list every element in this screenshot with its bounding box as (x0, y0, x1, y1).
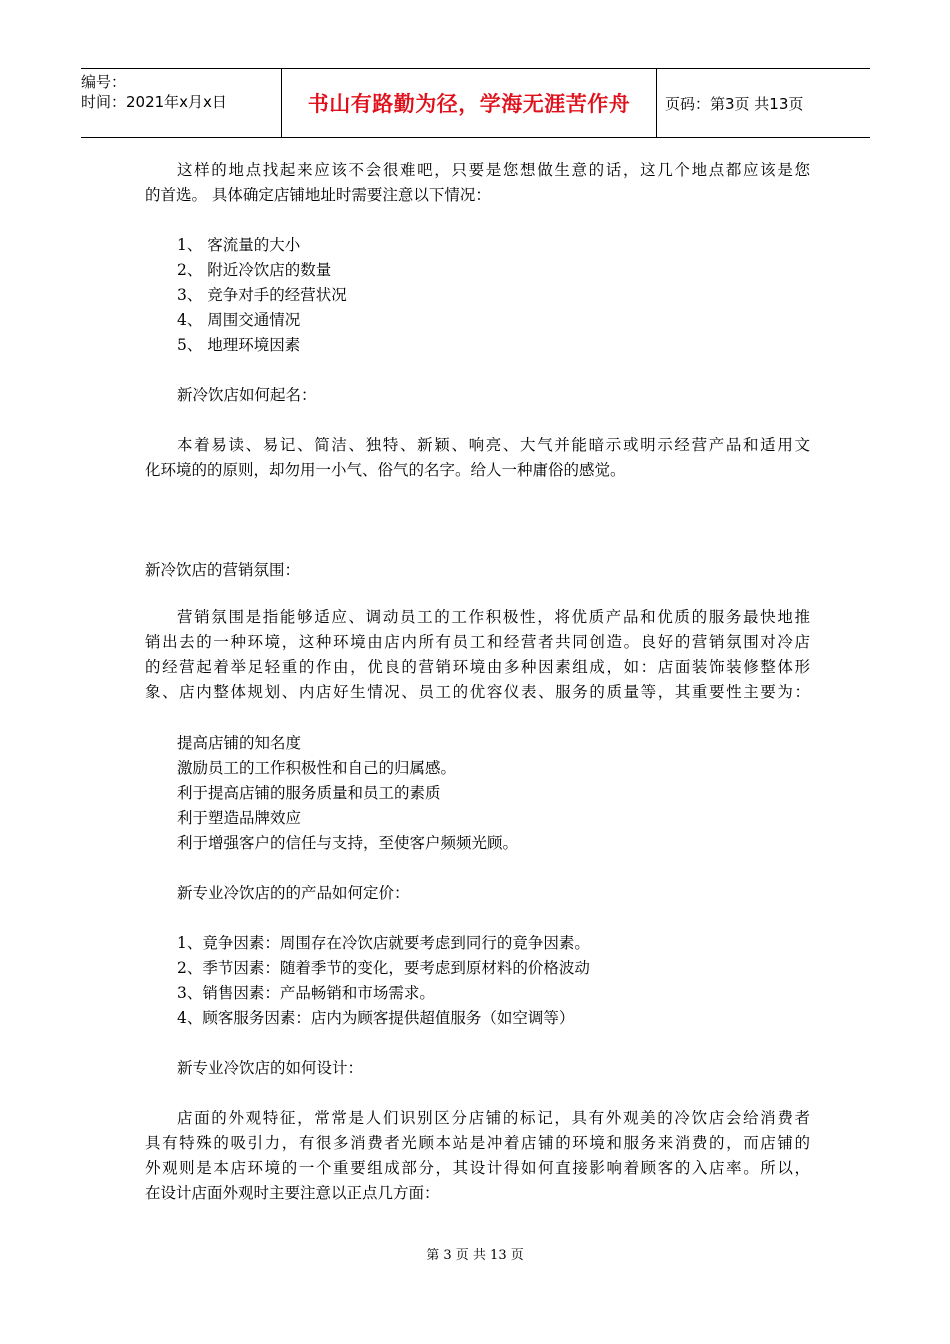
list-item: 4、顾客服务因素：店内为顾客提供超值服务（如空调等） (177, 1009, 575, 1027)
header-page-info (657, 69, 870, 137)
list-item: 4、 周围交通情况 (177, 311, 301, 329)
page-info: 页码：第3页 共13页 (665, 94, 804, 113)
section-heading: 新专业冷饮店的如何设计： (177, 1059, 364, 1077)
list-item: 利于增强客户的信任与支持，至使客户频频光顾。 (177, 834, 519, 852)
paragraph-line: 本着易读、易记、简洁、独特、新颖、响亮、大气并能暗示或明示经营产品和适用文 (177, 436, 810, 454)
number-label: 编号： (81, 73, 127, 91)
list-item: 利于塑造品牌效应 (177, 809, 302, 827)
list-item: 利于提高店铺的服务质量和员工的素质 (177, 784, 441, 802)
motto: 书山有路勤为径，学海无涯苦作舟 (307, 92, 631, 116)
time-label: 时间：2021年x月x日 (81, 93, 227, 111)
paragraph-line: 化环境的的原则，却勿用一小气、俗气的名字。给人一种庸俗的感觉。 (145, 461, 626, 479)
header-meta (81, 69, 281, 137)
paragraph-line: 具有特殊的吸引力，有很多消费者光顾本站是冲着店铺的环境和服务来消费的，而店铺的 (145, 1134, 810, 1152)
list-item: 1、 客流量的大小 (177, 236, 301, 254)
paragraph-line: 这样的地点找起来应该不会很难吧，只要是您想做生意的话，这几个地点都应该是您 (177, 161, 810, 179)
list-item: 2、季节因素：随着季节的变化，要考虑到原材料的价格波动 (177, 959, 590, 977)
section-heading: 新冷饮店的营销氛围： (145, 561, 301, 579)
paragraph-line: 营销氛围是指能够适应、调动员工的工作积极性，将优质产品和优质的服务最快地推 (177, 608, 810, 626)
list-item: 2、 附近冷饮店的数量 (177, 261, 332, 279)
list-item: 5、 地理环境因素 (177, 336, 301, 354)
paragraph-line: 在设计店面外观时主要注意以正点几方面： (145, 1184, 440, 1202)
list-item: 提高店铺的知名度 (177, 734, 302, 752)
list-item: 3、销售因素：产品畅销和市场需求。 (177, 984, 435, 1002)
list-item: 1、竟争因素：周围存在冷饮店就要考虑到同行的竟争因素。 (177, 934, 590, 952)
paragraph-line: 的经营起着举足轻重的作由，优良的营销环境由多种因素组成，如：店面装饰装修整体形 (145, 658, 810, 676)
list-item: 激励员工的工作积极性和自己的归属感。 (177, 759, 457, 777)
header-motto-cell (281, 69, 657, 137)
page-footer: 第 3 页 共 13 页 (426, 1248, 524, 1263)
paragraph-line: 的首选。 具体确定店铺地址时需要注意以下情况： (145, 186, 491, 204)
paragraph-line: 象、店内整体规划、内店好生情况、员工的优容仪表、服务的质量等，其重要性主要为： (145, 683, 810, 701)
section-heading: 新冷饮店如何起名： (177, 386, 317, 404)
paragraph-line: 店面的外观特征，常常是人们识别区分店铺的标记，具有外观美的冷饮店会给消费者 (177, 1109, 810, 1127)
paragraph-line: 外观则是本店环境的一个重要组成部分，其设计得如何直接影响着顾客的入店率。所以， (145, 1159, 810, 1177)
section-heading: 新专业冷饮店的的产品如何定价： (177, 884, 410, 902)
page-header (81, 68, 870, 138)
list-item: 3、 竞争对手的经营状况 (177, 286, 347, 304)
paragraph-line: 销出去的一种环境，这种环境由店内所有员工和经营者共同创造。良好的营销氛围对冷店 (145, 633, 810, 651)
